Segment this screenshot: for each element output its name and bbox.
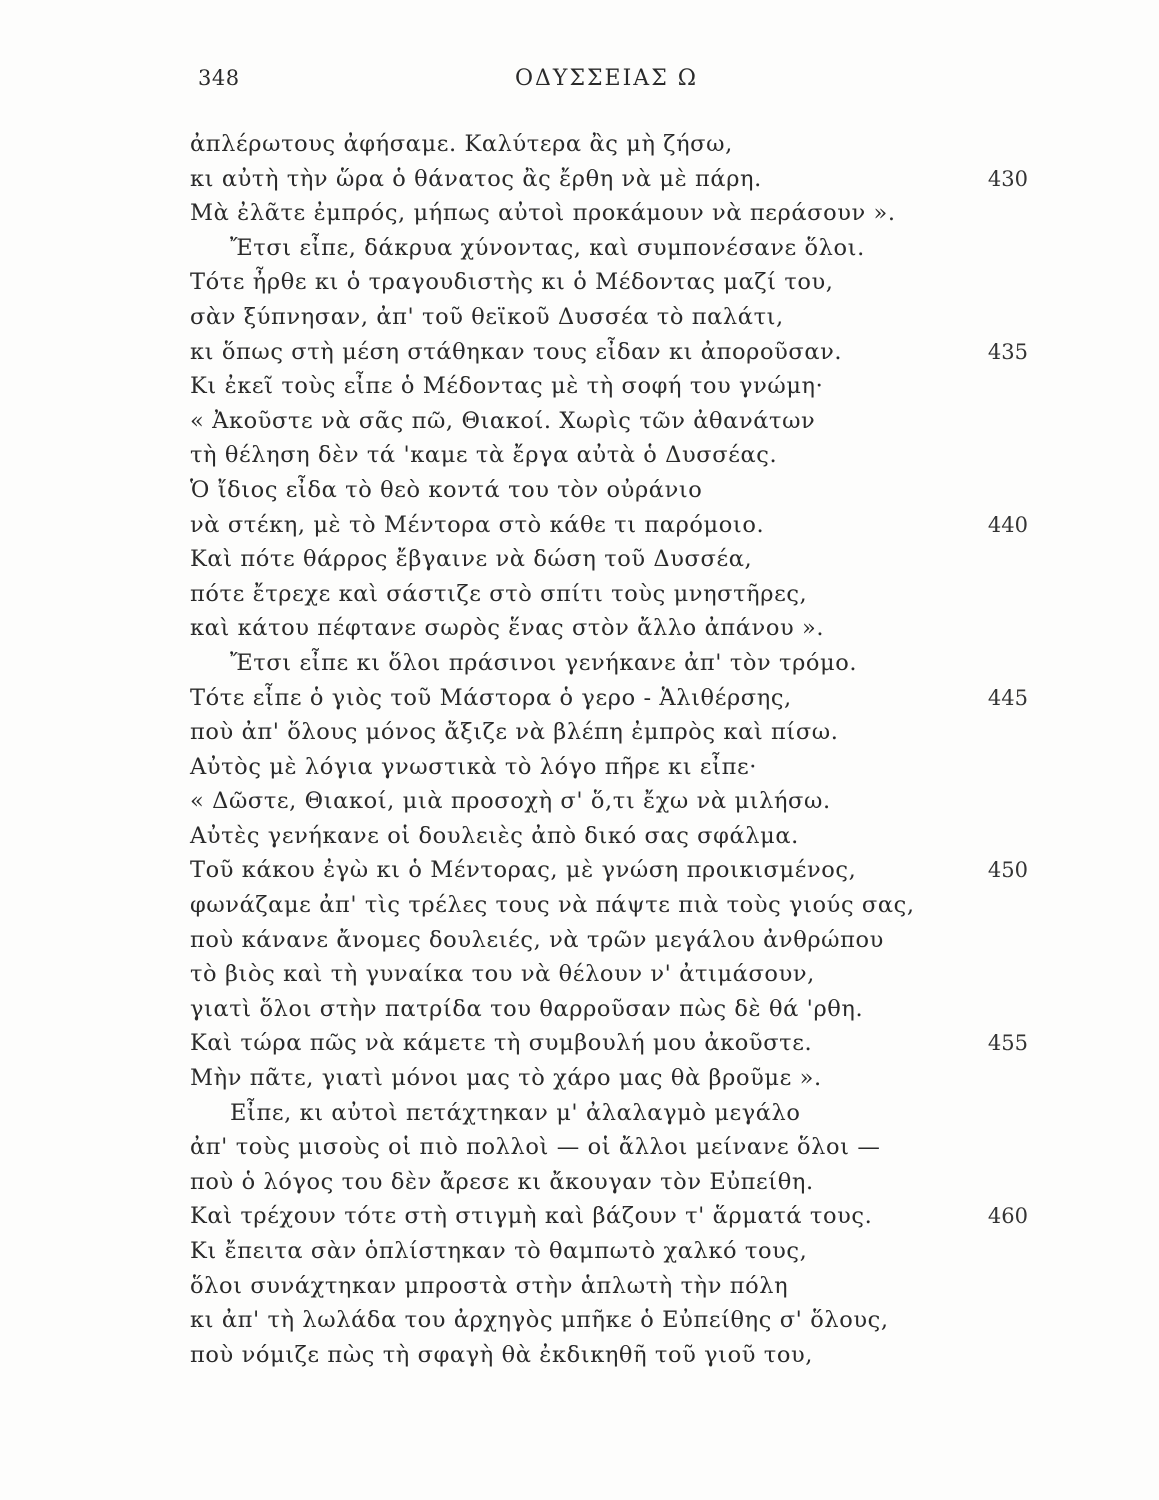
- verse-line: [0, 1061, 1159, 1096]
- verse-line: [0, 1026, 1159, 1061]
- verse-line: [0, 1234, 1159, 1269]
- verse-block: [0, 127, 1159, 1372]
- verse-line: [0, 750, 1159, 785]
- verse-text: Τότε εἶπε ὁ γιὸς τοῦ Μάστορα ὁ γερο - Ἁλιθέρσης,: [190, 684, 792, 711]
- verse-line: [0, 923, 1159, 958]
- verse-line: [0, 162, 1159, 197]
- verse-line: [0, 127, 1159, 162]
- verse-text: γιατὶ ὅλοι στὴν πατρίδα του θαρροῦσαν πὼς δὲ θά 'ρθη.: [190, 995, 864, 1022]
- verse-text: τὸ βιὸς καὶ τὴ γυναίκα του νὰ θέλουν ν' ἀτιμάσουν,: [190, 961, 815, 988]
- verse-line: [0, 1303, 1159, 1338]
- verse-text: ὅλοι συνάχτηκαν μπροστὰ στὴν ἁπλωτὴ τὴν πόλη: [190, 1272, 789, 1299]
- verse-text: κι ἀπ' τὴ λωλάδα του ἀρχηγὸς μπῆκε ὁ Εὐπείθης σ' ὅλους,: [190, 1307, 889, 1334]
- verse-text: Εἶπε, κι αὐτοὶ πετάχτηκαν μ' ἀλαλαγμὸ μεγάλο: [230, 1099, 801, 1126]
- page-number: 348: [198, 66, 240, 90]
- verse-text: Ὁ ἴδιος εἶδα τὸ θεὸ κοντά του τὸν οὐράνιο: [190, 476, 703, 503]
- verse-text: Καὶ τώρα πῶς νὰ κάμετε τὴ συμβουλή μου ἀκοῦστε.: [190, 1030, 813, 1057]
- verse-line: [0, 1165, 1159, 1200]
- verse-line: [0, 404, 1159, 439]
- verse-text: Αὐτὸς μὲ λόγια γνωστικὰ τὸ λόγο πῆρε κι εἶπε·: [190, 753, 757, 780]
- verse-text: Ἔτσι εἶπε κι ὅλοι πράσινοι γενήκανε ἀπ' τὸν τρόμο.: [230, 649, 858, 676]
- verse-line: [0, 646, 1159, 681]
- verse-text: Καὶ πότε θάρρος ἔβγαινε νὰ δώση τοῦ Δυσσέα,: [190, 546, 753, 573]
- verse-line: [0, 542, 1159, 577]
- running-title: ΟΔΥΣΣΕΙΑΣ Ω: [515, 66, 698, 91]
- verse-text: Μὴν πᾶτε, γιατὶ μόνοι μας τὸ χάρο μας θὰ βροῦμε ».: [190, 1065, 822, 1092]
- verse-text: « Ἀκοῦστε νὰ σᾶς πῶ, Θιακοί. Χωρὶς τῶν ἀθανάτων: [190, 407, 816, 434]
- verse-text: Τότε ἦρθε κι ὁ τραγουδιστὴς κι ὁ Μέδοντας μαζί του,: [190, 269, 834, 296]
- verse-line: [0, 473, 1159, 508]
- verse-line: [0, 819, 1159, 854]
- verse-line: [0, 335, 1159, 370]
- verse-text: Μὰ ἐλᾶτε ἐμπρός, μήπως αὐτοὶ προκάμουν νὰ περάσουν ».: [190, 200, 896, 227]
- verse-line: [0, 577, 1159, 612]
- verse-line: [0, 438, 1159, 473]
- verse-text: Αὐτὲς γενήκανε οἱ δουλειὲς ἀπὸ δικό σας σφάλμα.: [190, 822, 799, 849]
- line-number: 430: [987, 166, 1028, 191]
- verse-text: « Δῶστε, Θιακοί, μιὰ προσοχὴ σ' ὅ,τι ἔχω νὰ μιλήσω.: [190, 788, 831, 815]
- verse-text: ἀπλέρωτους ἀφήσαμε. Καλύτερα ἂς μὴ ζήσω,: [190, 131, 733, 157]
- verse-line: [0, 300, 1159, 335]
- verse-line: [0, 508, 1159, 543]
- verse-text: πότε ἔτρεχε καὶ σάστιζε στὸ σπίτι τοὺς μνηστῆρες,: [190, 580, 808, 607]
- verse-line: [0, 1096, 1159, 1131]
- verse-text: ποὺ ὁ λόγος του δὲν ἄρεσε κι ἄκουγαν τὸν Εὐπείθη.: [190, 1168, 814, 1195]
- page-header: [0, 66, 1159, 100]
- verse-text: κι ὅπως στὴ μέση στάθηκαν τους εἶδαν κι ἀποροῦσαν.: [190, 338, 843, 365]
- verse-line: [0, 231, 1159, 266]
- verse-line: [0, 957, 1159, 992]
- verse-text: καὶ κάτου πέφτανε σωρὸς ἕνας στὸν ἄλλο ἀπάνου ».: [190, 615, 825, 642]
- verse-line: [0, 611, 1159, 646]
- verse-text: Καὶ τρέχουν τότε στὴ στιγμὴ καὶ βάζουν τ' ἅρματά τους.: [190, 1203, 873, 1230]
- verse-text: Ἔτσι εἶπε, δάκρυα χύνοντας, καὶ συμπονέσανε ὅλοι.: [230, 234, 865, 261]
- verse-text: σὰν ξύπνησαν, ἀπ' τοῦ θεϊκοῦ Δυσσέα τὸ παλάτι,: [190, 303, 784, 330]
- verse-line: [0, 369, 1159, 404]
- verse-text: τὴ θέληση δὲν τά 'καμε τὰ ἔργα αὐτὰ ὁ Δυσσέας.: [190, 442, 778, 469]
- verse-text: φωνάζαμε ἀπ' τὶς τρέλες τους νὰ πάψτε πιὰ τοὺς γιούς σας,: [190, 892, 915, 919]
- verse-line: [0, 784, 1159, 819]
- verse-line: [0, 1338, 1159, 1373]
- verse-line: [0, 1269, 1159, 1304]
- verse-text: ποὺ κάνανε ἄνομες δουλειές, νὰ τρῶν μεγάλου ἀνθρώπου: [190, 926, 884, 953]
- line-number: 455: [987, 1031, 1028, 1056]
- line-number: 445: [987, 685, 1028, 710]
- verse-text: Κι ἔπειτα σὰν ὁπλίστηκαν τὸ θαμπωτὸ χαλκό τους,: [190, 1238, 808, 1264]
- verse-text: νὰ στέκη, μὲ τὸ Μέντορα στὸ κάθε τι παρόμοιο.: [190, 511, 765, 538]
- verse-line: [0, 196, 1159, 231]
- line-number: 440: [987, 512, 1028, 537]
- verse-line: [0, 1130, 1159, 1165]
- verse-text: ποὺ ἀπ' ὅλους μόνος ἄξιζε νὰ βλέπη ἐμπρὸς καὶ πίσω.: [190, 719, 839, 746]
- verse-line: [0, 1199, 1159, 1234]
- line-number: 460: [987, 1204, 1028, 1229]
- verse-line: [0, 888, 1159, 923]
- line-number: 435: [987, 339, 1028, 364]
- verse-text: ποὺ νόμιζε πὼς τὴ σφαγὴ θὰ ἐκδικηθῆ τοῦ γιοῦ του,: [190, 1341, 814, 1368]
- verse-text: Κι ἐκεῖ τοὺς εἶπε ὁ Μέδοντας μὲ τὴ σοφή του γνώμη·: [190, 373, 824, 400]
- verse-text: ἀπ' τοὺς μισοὺς οἱ πιὸ πολλοὶ — οἱ ἄλλοι μείνανε ὅλοι —: [190, 1134, 881, 1161]
- line-number: 450: [987, 858, 1028, 883]
- verse-line: [0, 715, 1159, 750]
- verse-line: [0, 265, 1159, 300]
- verse-line: [0, 853, 1159, 888]
- verse-text: κι αὐτὴ τὴν ὥρα ὁ θάνατος ἂς ἔρθη νὰ μὲ πάρη.: [190, 165, 762, 192]
- verse-line: [0, 992, 1159, 1027]
- verse-line: [0, 681, 1159, 716]
- verse-text: Τοῦ κάκου ἐγὼ κι ὁ Μέντορας, μὲ γνώση προικισμένος,: [190, 857, 857, 884]
